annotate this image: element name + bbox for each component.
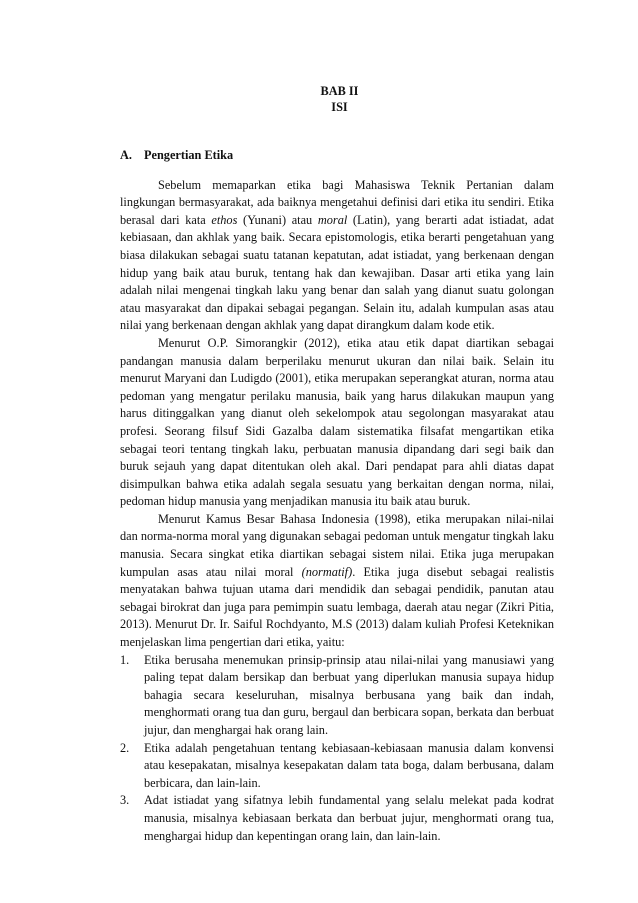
list-item-number: 3. bbox=[120, 793, 130, 808]
chapter-label: BAB II bbox=[320, 84, 359, 98]
list-item-text: Adat istiadat yang sifatnya lebih fundamental yang selalu melekat pada kodrat manusia, misalnya kebiasaan berkata dan berbuat jujur, menghormati orang tua, menghargai hidup dan kepentingan orang lain, dan lain-lain. bbox=[144, 793, 554, 843]
paragraph-3 bbox=[120, 511, 554, 652]
paragraph-text: (Yunani) atau bbox=[237, 212, 318, 227]
paragraph-text: (Latin), yang berarti adat istiadat, adat kebiasaan, dan akhlak yang baik. Secara epistomologis, etika berarti pengetahuan yang biasa dilakukan sebagai suatu tatanan kepatutan, adat istiadat, yang berkenaan dengan hidup yang baik atau buruk, tentang hak dan kewajiban. Dasar arti etika yang lain adalah nilai mengenai tingkah laku yang benar dan salah yang dianut suatu golongan atau masyarakat dan dipakai sebagai pegangan. Selain itu, adalah kumpulan asas atau nilai yang berkenaan dengan akhlak yang dapat dirangkum dalam kode etik. bbox=[120, 212, 554, 333]
paragraph-text: . Etika juga disebut sebagai realistis menyatakan bahwa tujuan utama dari mendidik dan sebagai pendidik, panutan atau sebagai birokrat dan juga para pemimpin suatu lembaga, daerah atau negar (Zikri Pitia, 2013). Menurut Dr. Ir. Saiful Rochdyanto, M.S (2013) dalam kuliah Profesi Keteknikan menjelaskan lima pengertian dari etika, yaitu: bbox=[120, 564, 554, 650]
section-heading bbox=[120, 147, 554, 165]
paragraph-text: Menurut Kamus Besar Bahasa Indonesia (1998), etika merupakan nilai-nilai dan norma-norma moral yang digunakan sebagai pedoman untuk mengatur tingkah laku manusia. Secara singkat etika diartikan sebagai sistem nilai. Etika juga merupakan kumpulan asas atau nilai moral bbox=[120, 511, 554, 579]
list-item-text: Etika berusaha menemukan prinsip-prinsip atau nilai-nilai yang manusiawi yang paling tepat dalam bersikap dan berbuat yang diperlukan manusia supaya hidup bahagia secara keseluruhan, misalnya berbusana yang baik dan indah, menghormati orang tua dan guru, bergaul dan berbicara sopan, berkata dan berbuat jujur, dan menghargai hak orang lain. bbox=[144, 652, 554, 737]
italic-term: ethos bbox=[211, 212, 238, 227]
chapter-heading bbox=[125, 83, 554, 115]
list-item bbox=[120, 792, 554, 845]
list-item-text: Etika adalah pengetahuan tentang kebiasaan-kebiasaan manusia dalam konvensi atau kesepakatan, misalnya kesepakatan dalam tata boga, dalam berbusana, dalam berbicara, dan lain-lain. bbox=[144, 740, 554, 790]
list-item-number: 2. bbox=[120, 740, 130, 755]
paragraph-2 bbox=[120, 335, 554, 511]
paragraph-text: Menurut O.P. Simorangkir (2012), etika atau etik dapat diartikan sebagai pandangan manusia dalam berperilaku menurut ukuran dan nilai baik. Selain itu menurut Maryani dan Ludigdo (2001), etika merupakan seperangkat aturan, norma atau pedoman yang mengatur perilaku manusia, baik yang harus dilakukan maupun yang harus ditinggalkan yang dianut oleh sekelompok atau segolongan masyarakat atau profesi. Seorang filsuf Sidi Gazalba dalam sistematika filsafat mengartikan etika sebagai teori tentang tingkah laku, perbuatan manusia dipandang dari segi baik dan buruk sejauh yang dapat ditentukan oleh akal. Dari pendapat para ahli diatas dapat disimpulkan bahwa etika adalah segala sesuatu yang berkaitan dengan norma, nilai, pedoman hidup manusia yang menjadikan manusia itu baik atau buruk. bbox=[120, 335, 554, 509]
list-item-number: 1. bbox=[120, 652, 130, 667]
list-item bbox=[120, 652, 554, 740]
definition-list bbox=[120, 652, 554, 846]
paragraph-text: Sebelum memaparkan etika bagi Mahasiswa Teknik Pertanian dalam lingkungan bermasyarakat, ada baiknya mengetahui definisi dari etika itu sendiri. Etika berasal dari kata bbox=[120, 177, 554, 227]
paragraph-1 bbox=[120, 177, 554, 335]
italic-term: moral bbox=[317, 212, 348, 227]
section-title: Pengertian Etika bbox=[144, 148, 234, 162]
list-item bbox=[120, 740, 554, 793]
chapter-title: ISI bbox=[331, 100, 348, 114]
italic-term: (normatif) bbox=[301, 564, 353, 579]
section-number: A. bbox=[120, 148, 132, 162]
